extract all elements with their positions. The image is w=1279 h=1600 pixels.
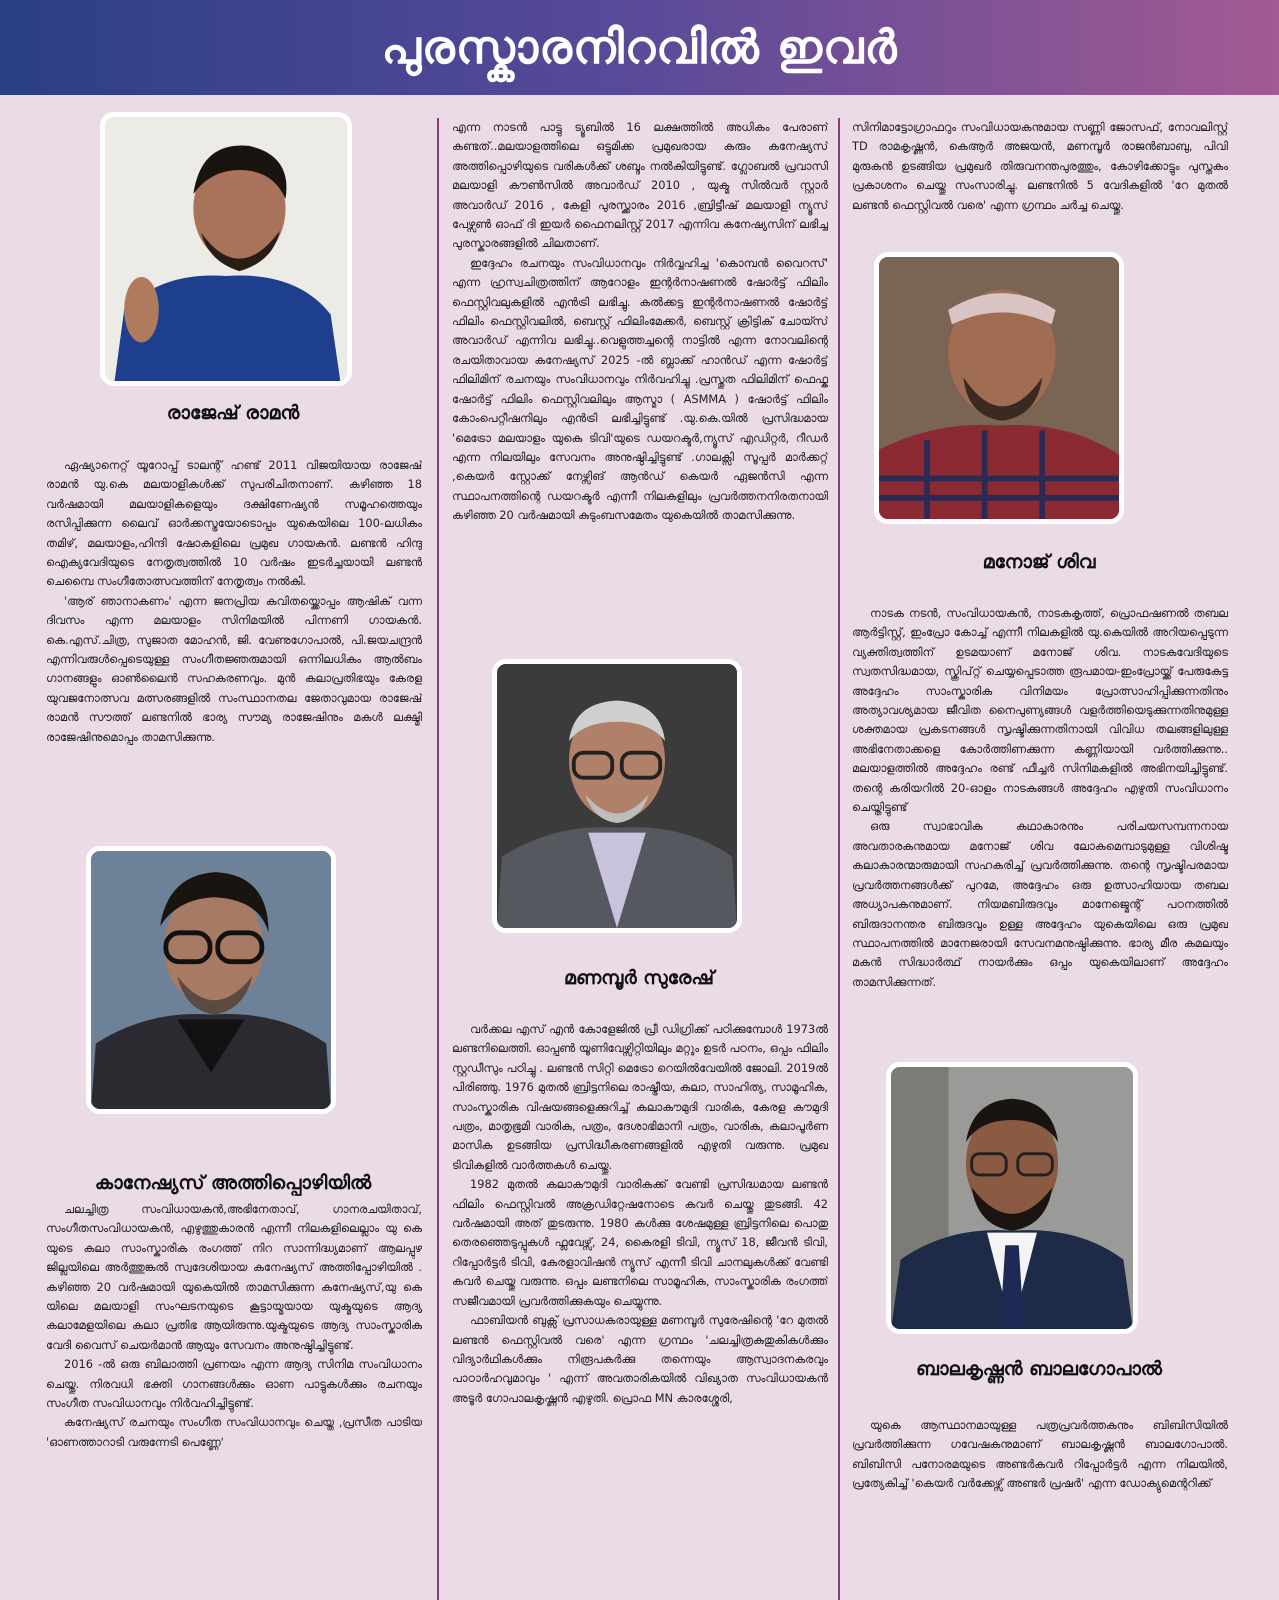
paragraph: 2016 -ൽ ഒരു ബിലാത്തി പ്രണയം എന്ന ആദ്യ സിനിമ സംവിധാനം ചെയ്തു. നിരവധി ഭക്തി ഗാനങ്ങൾക്കും ഓണ പാട്ടുകൾക്കും രചനയും സംഗീത സംവിധാനവും നിർവഹിച്ചിട്ടുണ്ട്. <box>46 1357 422 1411</box>
article-manampur <box>452 1020 828 1600</box>
page-title: പുരസ്കാരനിറവിൽ ഇവർ <box>381 19 898 74</box>
person-name-manampur: മണമ്പൂർ സുരേഷ് <box>564 967 714 989</box>
paragraph: ഫാബിയൻ ബുക്സ് പ്രസാധകരായുള്ള മണമ്പൂർ സുരേഷിന്റെ 'റേ മുതൽ ലണ്ടൻ ഫെസ്റ്റിവൽ വരെ' എന്ന ഗ്രന്ഥം 'ചലച്ചിത്രകുതുകികൾക്കും വിദ്യാർഥികൾക്കും നിരൂപകർക്കു തന്നെയും ആസ്വാദനകരവും പാഠാർഹവുമാവും ' എന്ന് അവതാരികയിൽ വിഖ്യാത സംവിധായകൻ അടൂർ ഗോപാലകൃഷ്ണൻ എഴുതി. പ്രൊഫ MN കാരശ്ശേരി, <box>452 1313 828 1405</box>
paragraph: യുകെ ആസ്ഥാനമായുള്ള പത്രപ്രവർത്തകനും ബിബിസിയിൽ പ്രവർത്തിക്കുന്ന ഗവേഷകനുമാണ് ബാലകൃഷ്ണൻ ബാലഗോപാൽ. ബിബിസി പനോരമയുടെ അണ്ടർകവർ റിപ്പോർട്ടർ എന്ന നിലയിൽ, പ്രത്യേകിച്ച് 'കെയർ വർക്കേഴ്സ് അണ്ടർ പ്രഷർ' എന്ന ഡോക്യുമെന്ററിക്ക് <box>852 1418 1228 1491</box>
article-rajesh <box>46 456 422 791</box>
column-divider <box>437 118 439 1600</box>
paragraph: കനേഷ്യസ് രചനയും സംഗീത സംവിധാനവും ചെയ്ത ,പ്രസീത പാടിയ 'ഓണത്താറാടി വരുന്നേടി പെണ്ണേ' <box>46 1415 422 1449</box>
paragraph: എന്ന നാടൻ പാട്ടു ട്യൂബിൽ 16 ലക്ഷത്തിൽ അധികം പേരാണ് കണ്ടത്..മലയാളത്തിലെ ഒട്ടുമിക്ക പ്രമുഖരായ കരും കനേഷ്യസ് അത്തിപ്പൊഴിയുടെ വരികൾക്ക് ശബ്ദം നൽകിയിട്ടുണ്ട്. ഗ്ലോബൽ പ്രവാസി മലയാളി കൗൺസിൽ അവാർഡ് 2010 , യുക്മ സിൽവർ സ്റ്റാർ അവാർഡ് 2016 , കേളി പുരസ്ക്കാരം 2016 ,ബ്രിട്ടീഷ് മലയാളി ന്യൂസ് പേഴ്സൺ ഓഫ് ദി ഇയർ ഫൈനലിസ്റ്റ് 2017 എന്നിവ കനേഷ്യസിന് ലഭിച്ച പുരസ്കാരങ്ങളിൽ ചിലതാണ്. <box>452 120 828 251</box>
paragraph: വർക്കല എസ് എൻ കോളേജിൽ പ്രീ ഡിഗ്രിക്ക് പഠിക്കുമ്പോൾ 1973ൽ ലണ്ടനിലെത്തി. ഓപ്പൺ യൂണിവേഴ്സിറ്റിയിലും മറ്റും ഉടർ പഠനം, ഒപ്പം ഫിലിം സ്റ്റഡീസും പഠിച്ചു . ലണ്ടൻ സിറ്റി മെട്രോ റെയിൽവേയിൽ ജോലി. 2019ൽ പിരിഞ്ഞു. 1976 മുതൽ ബ്രിട്ടനിലെ രാഷ്ട്രീയ, കലാ, സാഹിത്യ, സാമൂഹിക, സാംസ്കാരിക വിഷയങ്ങളെക്കുറിച്ച് കലാകൗമുദി വാരിക, കേരള കൗമുദി പത്രം, മാതൃഭൂമി വാരിക, പത്രം, ദേശാഭിമാനി പത്രം, വാരിക, കലാപൂർണ മാസിക ഉടങ്ങിയ പ്രസിദ്ധീകരണങ്ങളിൽ എഴുതി വരുന്നു. പ്രമുഖ ടിവികളിൽ വാർത്തകൾ ചെയ്തു. <box>452 1022 828 1172</box>
paragraph: സിനിമാട്ടോഗ്രാഫറും സംവിധായകനുമായ സണ്ണി ജോസഫ്, നോവലിസ്റ്റ് TD രാമകൃഷ്ണൻ, കെആർ അജയൻ, മണമ്പൂർ രാജൻബാബു, പിവി മുരുകൻ ഉടങ്ങിയ പ്രമുഖർ തിരുവനന്തപുരത്തും, കോഴിക്കോട്ടും പുസ്തകം പ്രകാശനം ചെയ്തു സംസാരിച്ചു. ലണ്ടനിൽ 5 വേദികളിൽ 'റേ മുതൽ ലണ്ടൻ ഫെസ്റ്റിവൽ വരെ' എന്ന ഗ്രന്ഥം ചർച്ച ചെയ്തു. <box>852 120 1228 212</box>
person-name-bala: ബാലകൃഷ്ണൻ ബാലഗോപാൽ <box>916 1358 1162 1380</box>
person-silhouette-icon <box>879 257 1119 519</box>
article-bala <box>852 1416 1228 1600</box>
paragraph: ചലച്ചിത്ര സംവിധായകൻ,അഭിനേതാവ്, ഗാനരചയിതാവ്, സംഗീതസംവിധായകൻ, എഴുത്തുകാരൻ എന്നീ നിലകളിലെല്ലാം യു കെ യുടെ കലാ സാംസ്കാരിക രംഗത്ത് നിറ സാന്നിദ്ധ്യമാണ് ആലപ്പുഴ ജില്ലയിലെ അർത്തുങ്കൽ സ്വദേശിയായ കനേഷ്യസ് അത്തിപ്പോഴിയിൽ . കഴിഞ്ഞ 20 വർഷമായി യുകെയിൽ താമസിക്കുന്ന കനേഷ്യസ്,യു കെ യിലെ മലയാളി സംഘടനയുടെ കൂട്ടായ്മയായ യുക്മയുടെ ആദ്യ കലാമേളയിലെ കലാ പ്രതിഭ ആയിരുന്നു.യുക്മയുടെ ആദ്യ സാംസ്കാരിക വേദി വൈസ് ചെയർമാൻ ആയും സേവനം അനുഷ്ഠിച്ചിട്ടുണ്ട്. <box>46 1202 422 1352</box>
article-kanesh <box>46 1200 422 1600</box>
portrait-manampur-suresh <box>492 659 742 933</box>
portrait-balakrishnan <box>886 1062 1138 1334</box>
paragraph: 1982 മുതൽ കലാകൗമുദി വാരികക്ക് വേണ്ടി പ്രസിദ്ധമായ ലണ്ടൻ ഫിലിം ഫെസ്റ്റിവൽ അക്രഡിറ്റേഷനോടെ കവർ ചെയ്തു തുടങ്ങി. 42 വർഷമായി അത് തുടരുന്നു. 1980 കൾക്കു ശേഷമുള്ള ബ്രിട്ടനിലെ പൊതു തെരഞ്ഞെടുപ്പുകൾ ഫ്ലവേഴ്സ്, 24, കൈരളി ടിവി, ന്യൂസ് 18, ജീവൻ ടിവി, റിപ്പോർട്ടർ ടിവി, കേരളാവിഷൻ ന്യൂസ് എന്നീ ടിവി ചാനലുകൾക്ക് വേണ്ടി കവർ ചെയ്തു വരുന്നു. ഒപ്പം ലണ്ടനിലെ സാമൂഹിക, സാംസ്കാരിക രംഗത്ത് സജീവമായി പ്രവർത്തിക്കുകയും ചെയ്യുന്നു. <box>452 1177 828 1308</box>
column-divider <box>838 118 840 1600</box>
article-manampur-continued <box>852 118 1228 240</box>
portrait-rajesh-raman <box>100 112 352 386</box>
person-name-kanesh: കാനേഷ്യസ് അത്തിപ്പൊഴിയിൽ <box>94 1172 372 1194</box>
person-name-manoj: മനോജ് ശിവ <box>982 551 1096 573</box>
paragraph: നാടക നടൻ, സംവിധായകൻ, നാടകകൃത്ത്, പ്രൊഫഷണൽ തബല ആർട്ടിസ്റ്റ്, ഇംപ്രോ കോച്ച് എന്നീ നിലകളിൽ യു.കെയിൽ അറിയപ്പെടുന്ന വ്യക്തിത്വത്തിന് ഉടമയാണ് മനോജ് ശിവ. നാടകവേദിയുടെ സ്വതസിദ്ധമായ, സ്ക്രിപ്റ്റ് ചെയ്യപ്പെടാത്ത രൂപമായ-ഇംപ്രോയ്ക്ക് പേരുകേട്ട അദ്ദേഹം സാംസ്കാരിക വിനിമയം പ്രോത്സാഹിപ്പിക്കുന്നതിനും അത്യാവശ്യമായ ജീവിത നൈപുണ്യങ്ങൾ വളർത്തിയെടുക്കുന്നതിനുമുള്ള ശക്തമായ പ്രകടനങ്ങൾ സൃഷ്ടിക്കുന്നതിനായി വിവിധ തലങ്ങളിലുള്ള അഭിനേതാക്കളെ കോർത്തിണക്കുന്ന കണ്ണിയായി വർത്തിക്കുന്നു.. മലയാളത്തിൽ അദ്ദേഹം രണ്ട് ഫീച്ചർ സിനിമകളിൽ അഭിനയിച്ചിട്ടുണ്ട്. തന്റെ കരിയറിൽ 20-ഓളം നാടകങ്ങൾ അദ്ദേഹം എഴുതി സംവിധാനം ചെയ്തിട്ടുണ്ട് <box>852 606 1228 815</box>
header-banner <box>0 0 1279 95</box>
article-kanesh-continued <box>452 118 828 634</box>
person-silhouette-icon <box>891 1067 1133 1329</box>
person-silhouette-icon <box>497 664 737 928</box>
person-silhouette-icon <box>91 851 331 1109</box>
paragraph: 'ആര് ഞാനാകണം' എന്ന ജനപ്രിയ കവിതയ്ക്കൊപ്പം ആഷിക് വന്ന ദിവസം എന്ന മലയാളം സിനിമയിൽ പിന്നണി ഗായകൻ. കെ.എസ്.ചിത്ര, സുജാത മോഹൻ, ജി. വേണുഗോപാൽ, പി.ജയചന്ദ്രൻ എന്നിവരുൾപ്പെടെയുള്ള സംഗീതജ്ഞരുമായി ഒന്നിലധികം ആൽബം ഗാനങ്ങളും ഓൺലൈൻ സഹകരണവും. മുൻ കലാപ്രതിഭയും കേരള യുവജനോത്സവ മത്സരങ്ങളിൽ സംസ്ഥാനതല ജേതാവുമായ രാജേഷ് രാമൻ സൗത്ത് ലണ്ടനിൽ ഭാര്യ സൗമ്യ രാജേഷിനും മകൾ ലക്ഷ്മി രാജേഷിനുമൊപ്പം താമസിക്കുന്നു. <box>46 593 422 744</box>
person-silhouette-icon <box>105 117 347 381</box>
portrait-manoj-shiva <box>874 252 1124 524</box>
paragraph: ഏഷ്യാനെറ്റ് യൂറോപ്പ് ടാലന്റ് ഹണ്ട് 2011 വിജയിയായ രാജേഷ് രാമൻ യു.കെ മലയാളികൾക്ക് സുപരിചിതനാണ്. കഴിഞ്ഞ 18 വർഷമായി മലയാളികളെയും ദക്ഷിണേഷ്യൻ സമൂഹത്തെയും രസിപ്പിക്കുന്ന ലൈവ് ഓർക്കസ്ട്രയോടൊപ്പം യുകെയിലെ 100-ലധികം തമിഴ്, മലയാളം,ഹിന്ദി ഷോകളിലെ പ്രമുഖ ഗായകൻ. ലണ്ടൻ ഹിന്ദു ഐക്യവേദിയുടെ നേതൃത്വത്തിൽ 10 വർഷം ഇടർച്ചയായി ലണ്ടൻ ചെമ്പൈ സംഗീതോത്സവത്തിന് നേതൃത്വം നൽകി. <box>46 458 422 589</box>
person-name-rajesh: രാജേഷ് രാമൻ <box>166 402 300 424</box>
article-manoj <box>852 604 1228 1054</box>
paragraph: ഒരു സ്വാഭാവിക കഥാകാരനും പരിചയസമ്പന്നനായ അവതാരകനുമായ മനോജ് ശിവ ലോകമെമ്പാടുമുള്ള വിശിഷ്ട കലാകാരന്മാരുമായി സഹകരിച്ച് പ്രവർത്തിക്കുന്നു. തന്റെ സൃഷ്ടിപരമായ പ്രവർത്തനങ്ങൾക്ക് പുറമേ, അദ്ദേഹം ഒരു ഉത്സാഹിയായ തബല അധ്യാപകനുമാണ്. നിയമബിരുദവും മാനേജ്മെന്റ് പഠനത്തിൽ ബിരുദാനന്തര ബിരുദവും ഉള്ള അദ്ദേഹം യുകെയിലെ ഒരു പ്രമുഖ സ്ഥാപനത്തിൽ മാനേജരായി സേവനമനുഷ്ഠിക്കുന്നു. ഭാര്യ മീര കമലയും മകൻ സിദ്ധാർത്ഥ് നായർക്കും ഒപ്പം യുകെയിലാണ് അദ്ദേഹം താമസിക്കുന്നത്. <box>852 819 1228 989</box>
paragraph: ഇദ്ദേഹം രചനയും സംവിധാനവും നിർവ്വഹിച്ച 'കൊമ്പൻ വൈറസ്' എന്ന ഹ്രസ്വചിത്രത്തിന് ആറോളം ഇന്റർനാഷണൽ ഷോർട്ട് ഫിലിം ഫെസ്റ്റിവലുകളിൽ എൻട്രി ലഭിച്ചു. കൽക്കട്ട ഇന്റർനാഷണൽ ഷോർട്ട് ഫിലിം ഫെസ്റ്റിവലിൽ, ബെസ്റ്റ് ഫിലിംമേക്കർ, ബെസ്റ്റ് ക്രിട്ടിക് ചോയ്സ് അവാർഡ് എന്നിവ ലഭിച്ചു..വെളുത്തച്ചന്റെ നാട്ടിൽ എന്ന നോവലിന്റെ രചയിതാവായ കനേഷ്യസ് 2025 -ൽ ബ്ലാക്ക് ഹാൻഡ് എന്ന ഷോർട്ട് ഫിലിമിന് രചനയും സംവിധാനവും നിർവഹിച്ചു .പ്രസ്തുത ഫിലിമിന് ഫെഫ്ക ഷോർട്ട് ഫിലിം ഫെസ്റ്റിവലിലും ആസ്മാ ( ASMMA ) ഷോർട്ട് ഫിലിം കോംപെറ്റീഷനിലും എൻട്രി ലഭിച്ചിട്ടുണ്ട് .യു.കെ.യിൽ പ്രസിദ്ധമായ 'മെട്രോ മലയാളം യുകെ ടിവി'യുടെ ഡയറക്ടർ,ന്യൂസ് എഡിറ്റർ, റീഡർ എന്ന നിലയിലും സേവനം അനുഷ്ഠിച്ചിട്ടുണ്ട് .ഗാലക്സി സൂപ്പർ മാർക്കറ്റ് ,കെയർ സ്റ്റോക്ക് നേഴ്സിങ് ആൻഡ് കെയർ ഏജൻസി എന്ന സ്ഥാപനത്തിന്റെ ഡയറക്ടർ എന്നീ നിലകളിലും പ്രവർത്തനനിരതനായി കഴിഞ്ഞ 20 വർഷമായി കുടുംബസമേതം യുകെയിൽ താമസിക്കുന്നു. <box>452 255 828 523</box>
portrait-kanesh <box>86 846 336 1114</box>
